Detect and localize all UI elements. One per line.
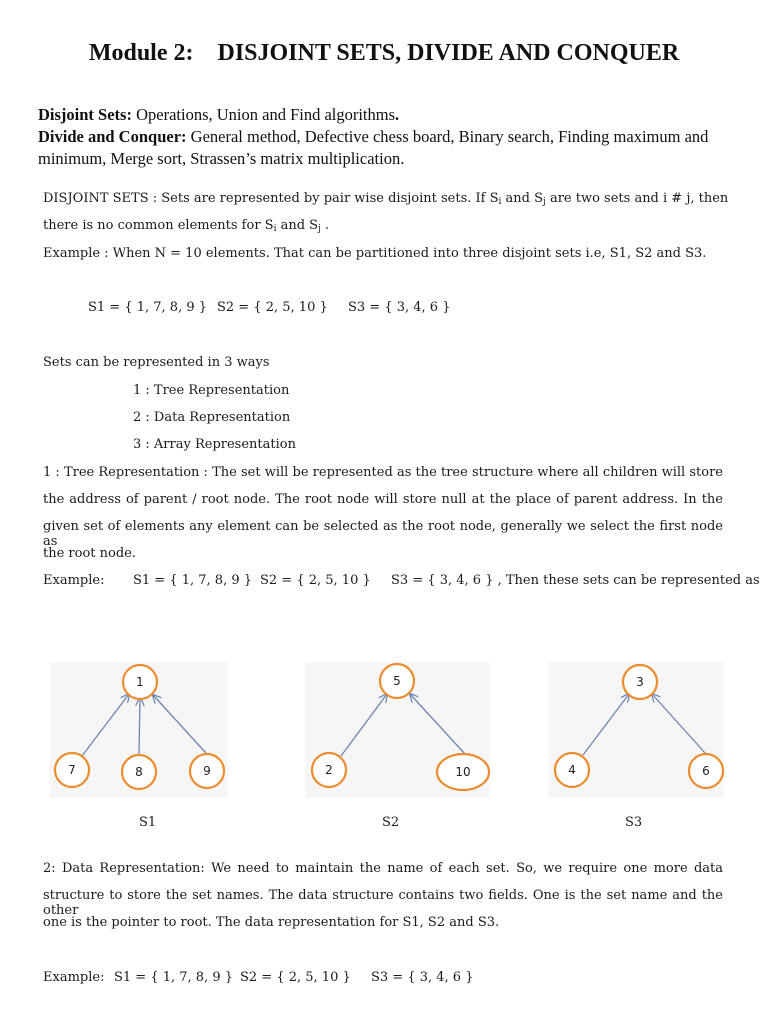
set-s1: S1 = { 1, 7, 8, 9 } [88, 300, 208, 315]
definition-text: are two sets and i # j, then [545, 191, 729, 206]
way-item-data: 2 : Data Representation [133, 410, 291, 425]
data-rep-line: 2: Data Representation: We need to maintain the name of each set. So, we require one more data [43, 861, 723, 876]
definition-line-1 [43, 191, 728, 207]
data-rep-line: structure to store the set names. The data structure contains two fields. One is the set name and the other [43, 888, 723, 918]
tree-example-s3: S3 = { 3, 4, 6 } , Then these sets can be represented as [391, 573, 760, 588]
node-label-10: 10 [455, 765, 471, 779]
subscript: j [543, 197, 546, 207]
definition-text: . [320, 218, 330, 233]
tree-example-s1: S1 = { 1, 7, 8, 9 } [133, 573, 253, 588]
tree-example-label: Example: [43, 573, 105, 588]
subscript: i [273, 224, 277, 234]
node-label-9: 9 [203, 764, 211, 778]
node-label-3: 3 [636, 675, 644, 689]
caption-s1: S1 [139, 815, 157, 830]
syllabus-label-disjoint: Disjoint Sets: [38, 105, 132, 124]
tree-figure [0, 650, 768, 810]
definition-text: there is no common elements for S [43, 218, 274, 233]
definition-text: and S [501, 191, 544, 206]
data-example-s2: S2 = { 2, 5, 10 } [240, 970, 351, 985]
set-s2: S2 = { 2, 5, 10 } [217, 300, 328, 315]
tree-paragraph-line: the address of parent / root node. The root node will store null at the place of parent address. In the [43, 492, 723, 507]
definition-text: DISJOINT SETS : Sets are represented by pair wise disjoint sets. If S [43, 191, 499, 206]
definition-line-2 [43, 218, 329, 234]
node-label-1: 1 [136, 675, 144, 689]
tree-paragraph-line: 1 : Tree Representation : The set will be represented as the tree structure where all children will store [43, 465, 723, 480]
syllabus [38, 104, 738, 170]
caption-s3: S3 [625, 815, 643, 830]
data-example-label: Example: [43, 970, 105, 985]
subscript: i [498, 197, 502, 207]
node-label-5: 5 [393, 674, 401, 688]
node-label-2: 2 [325, 763, 333, 777]
ways-intro: Sets can be represented in 3 ways [43, 355, 270, 370]
subscript: j [318, 224, 321, 234]
tree-paragraph-line: given set of elements any element can be selected as the root node, generally we select the first node as [43, 519, 723, 549]
tree-example-s2: S2 = { 2, 5, 10 } [260, 573, 371, 588]
syllabus-text-disjoint: Operations, Union and Find algorithms [131, 105, 396, 124]
syllabus-line-disjoint [38, 104, 738, 126]
syllabus-period: . [395, 105, 400, 124]
data-example-s1: S1 = { 1, 7, 8, 9 } [114, 970, 234, 985]
set-s3: S3 = { 3, 4, 6 } [348, 300, 451, 315]
node-label-6: 6 [702, 764, 710, 778]
node-label-7: 7 [68, 763, 76, 777]
way-item-tree: 1 : Tree Representation [133, 383, 290, 398]
partition-example: Example : When N = 10 elements. That can be partitioned into three disjoint sets i.e, S1, S2 and S3. [43, 246, 707, 261]
tree-paragraph-line: the root node. [43, 546, 136, 561]
node-label-8: 8 [135, 765, 143, 779]
caption-s2: S2 [382, 815, 400, 830]
syllabus-line-divide [38, 126, 738, 170]
syllabus-text-divide: General method, Defective chess board, Binary search, Finding maximum and minimum, Merge sort, Strassen’s matrix multiplication. [38, 127, 709, 168]
node-label-4: 4 [568, 763, 576, 777]
page-title: Module 2: DISJOINT SETS, DIVIDE AND CONQUER [88, 40, 680, 66]
data-example-s3: S3 = { 3, 4, 6 } [371, 970, 474, 985]
definition-text: and S [276, 218, 319, 233]
data-rep-line: one is the pointer to root. The data representation for S1, S2 and S3. [43, 915, 500, 930]
syllabus-label-divide: Divide and Conquer: [38, 127, 187, 146]
way-item-array: 3 : Array Representation [133, 437, 296, 452]
